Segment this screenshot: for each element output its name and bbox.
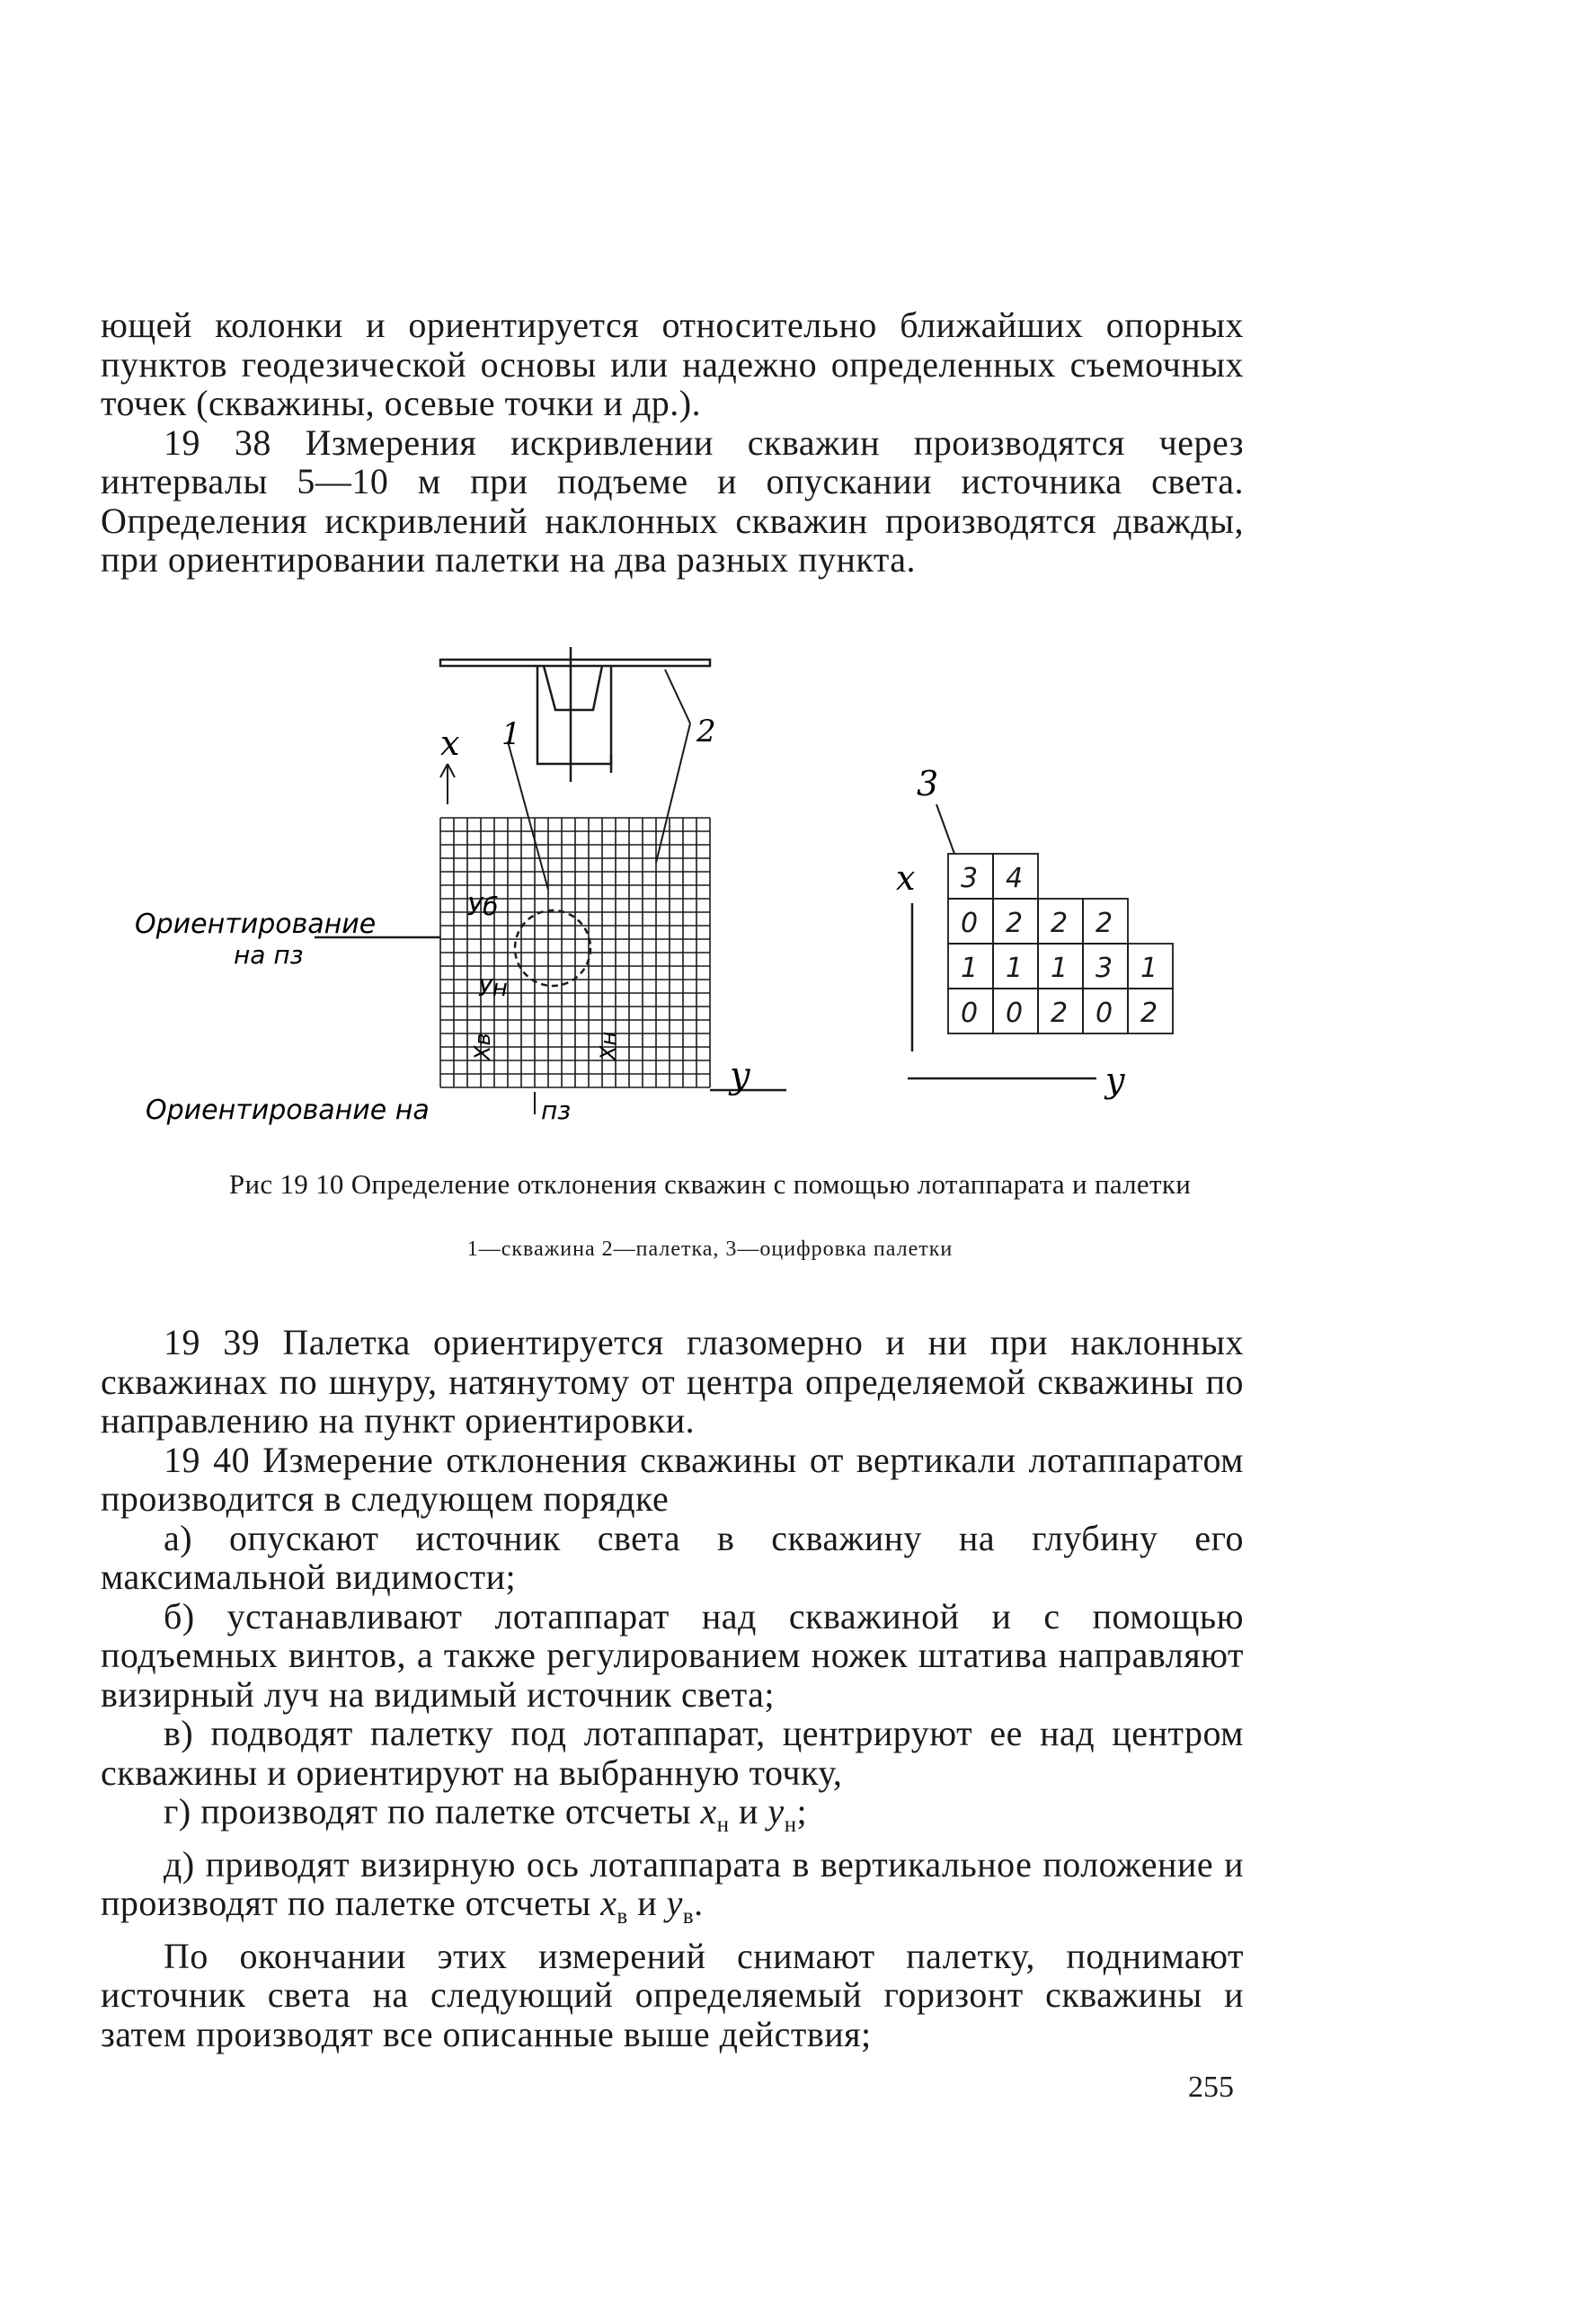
digit-cell-label: 3 bbox=[1096, 953, 1113, 984]
label-x-right: x bbox=[896, 858, 916, 898]
paragraph-continuation: ющей колонки и ориентируется относительно ближайших опорных пунктов геодезической основы или надежно определенных съемочных точек (скважины, осевые точки и др.). bbox=[101, 305, 1244, 423]
y-symbol: y bbox=[666, 1883, 683, 1923]
figure-19-10 bbox=[135, 638, 1258, 1141]
label-y-left: y bbox=[730, 1055, 750, 1096]
list-item-a: а) опускают источник света в скважину на глубину его максимальной видимости; bbox=[101, 1517, 1244, 1597]
digit-cell-label: 2 bbox=[1051, 998, 1069, 1029]
list-item-d-text: д) приводят визирную ось лотаппарата в вертикальное положение и производят по палетке отсчеты bbox=[101, 1843, 1244, 1923]
list-item-b: б) устанавливают лотаппарат над скважиной и с помощью подъемных винтов, а также регулированием ножек штатива направляют визирный луч на видимый источник света; bbox=[101, 1595, 1244, 1715]
digit-cell-label: 2 bbox=[1051, 908, 1069, 939]
digit-cell-label: 2 bbox=[1096, 908, 1113, 939]
digit-cell-label: 2 bbox=[1006, 908, 1024, 939]
digit-cell-label: 2 bbox=[1140, 998, 1158, 1029]
label-xb: Хв bbox=[470, 1033, 495, 1060]
label-yb: Уб bbox=[467, 891, 499, 921]
text-block-bottom bbox=[101, 1323, 1244, 2053]
paragraph-19-39: 19 39 Палетка ориентируется глазомерно и ни при наклонных скважинах по шнуру, натянутому от центра определяемой скважины по направлению на пункт ориентировки. bbox=[101, 1322, 1244, 1441]
well-dashed-circle bbox=[515, 910, 590, 986]
digit-cell-label: 1 bbox=[1051, 953, 1069, 984]
digit-cell-label: 0 bbox=[1006, 998, 1024, 1029]
paragraph-19-40: 19 40 Измерение отклонения скважины от вертикали лотаппаратом производится в следующем порядке bbox=[101, 1439, 1244, 1519]
label-xn: Хн bbox=[596, 1031, 621, 1060]
digit-cell-label: 1 bbox=[961, 953, 979, 984]
orient-pz-line2: на пз bbox=[234, 940, 304, 970]
label-1: 1 bbox=[501, 716, 521, 752]
text-block-top bbox=[101, 306, 1244, 580]
digitized-palette bbox=[948, 854, 1173, 1033]
x-symbol: x bbox=[700, 1791, 717, 1832]
figure-drawing bbox=[135, 638, 1258, 1141]
label-y-right: y bbox=[1105, 1060, 1125, 1100]
punctuation: . bbox=[694, 1883, 704, 1923]
label-3-leader bbox=[936, 804, 954, 854]
paragraph-last: По окончании этих измерений снимают палетку, поднимают источник света на следующий определяемый горизонт скважины и затем производят все описанные выше действия; bbox=[101, 1935, 1244, 2054]
digit-cell-label: 0 bbox=[961, 908, 979, 939]
leader-lines bbox=[440, 670, 690, 890]
conjunction: и bbox=[627, 1883, 667, 1923]
digit-cell-label: 3 bbox=[961, 863, 979, 894]
orient-pz-line1: Ориентирование bbox=[135, 909, 377, 940]
figure-caption-legend: 1—скважина 2—палетка, 3—оцифровка палетки bbox=[466, 1237, 954, 1261]
x-subscript: в bbox=[617, 1904, 628, 1929]
orient-bottom-pz: пз bbox=[541, 1095, 572, 1125]
y-subscript: н bbox=[784, 1813, 797, 1837]
digit-cell-label: 0 bbox=[961, 998, 979, 1029]
list-item-g bbox=[101, 1792, 1244, 1845]
digit-cell-label: 1 bbox=[1006, 953, 1024, 984]
label-yn: Ун bbox=[478, 975, 508, 1002]
y-subscript: в bbox=[682, 1904, 695, 1929]
label-2: 2 bbox=[696, 714, 716, 750]
lotapparat-icon bbox=[440, 647, 710, 782]
label-3: 3 bbox=[917, 764, 939, 803]
list-item-v: в) подводят палетку под лотаппарат, центрируют ее над центром скважины и ориентируют на выбранную точку, bbox=[101, 1713, 1244, 1793]
digit-cell-label: 1 bbox=[1140, 953, 1158, 984]
list-item-d bbox=[101, 1845, 1244, 1937]
paragraph-19-38: 19 38 Измерения искривлении скважин производятся через интервалы 5—10 м при подъеме и опускании источника света. Определения искривлений наклонных скважин производятся дважды, при ориентировании палетки на два разных пункта. bbox=[101, 421, 1244, 580]
list-item-g-text: г) производят по палетке отсчеты bbox=[164, 1791, 701, 1832]
label-x-left: x bbox=[440, 723, 460, 763]
page-number: 255 bbox=[1188, 2071, 1234, 2104]
digit-cell-label: 0 bbox=[1096, 998, 1113, 1029]
y-symbol: y bbox=[767, 1791, 785, 1832]
x-subscript: н bbox=[716, 1813, 730, 1837]
figure-caption-title: Рис 19 10 Определение отклонения скважин с помощью лотаппарата и палетки bbox=[228, 1168, 1192, 1200]
orient-bottom: Ориентирование на bbox=[146, 1095, 430, 1126]
x-symbol: x bbox=[600, 1883, 617, 1923]
conjunction: и bbox=[729, 1791, 768, 1832]
digit-cell-label: 4 bbox=[1006, 863, 1024, 894]
punctuation: ; bbox=[796, 1791, 808, 1832]
